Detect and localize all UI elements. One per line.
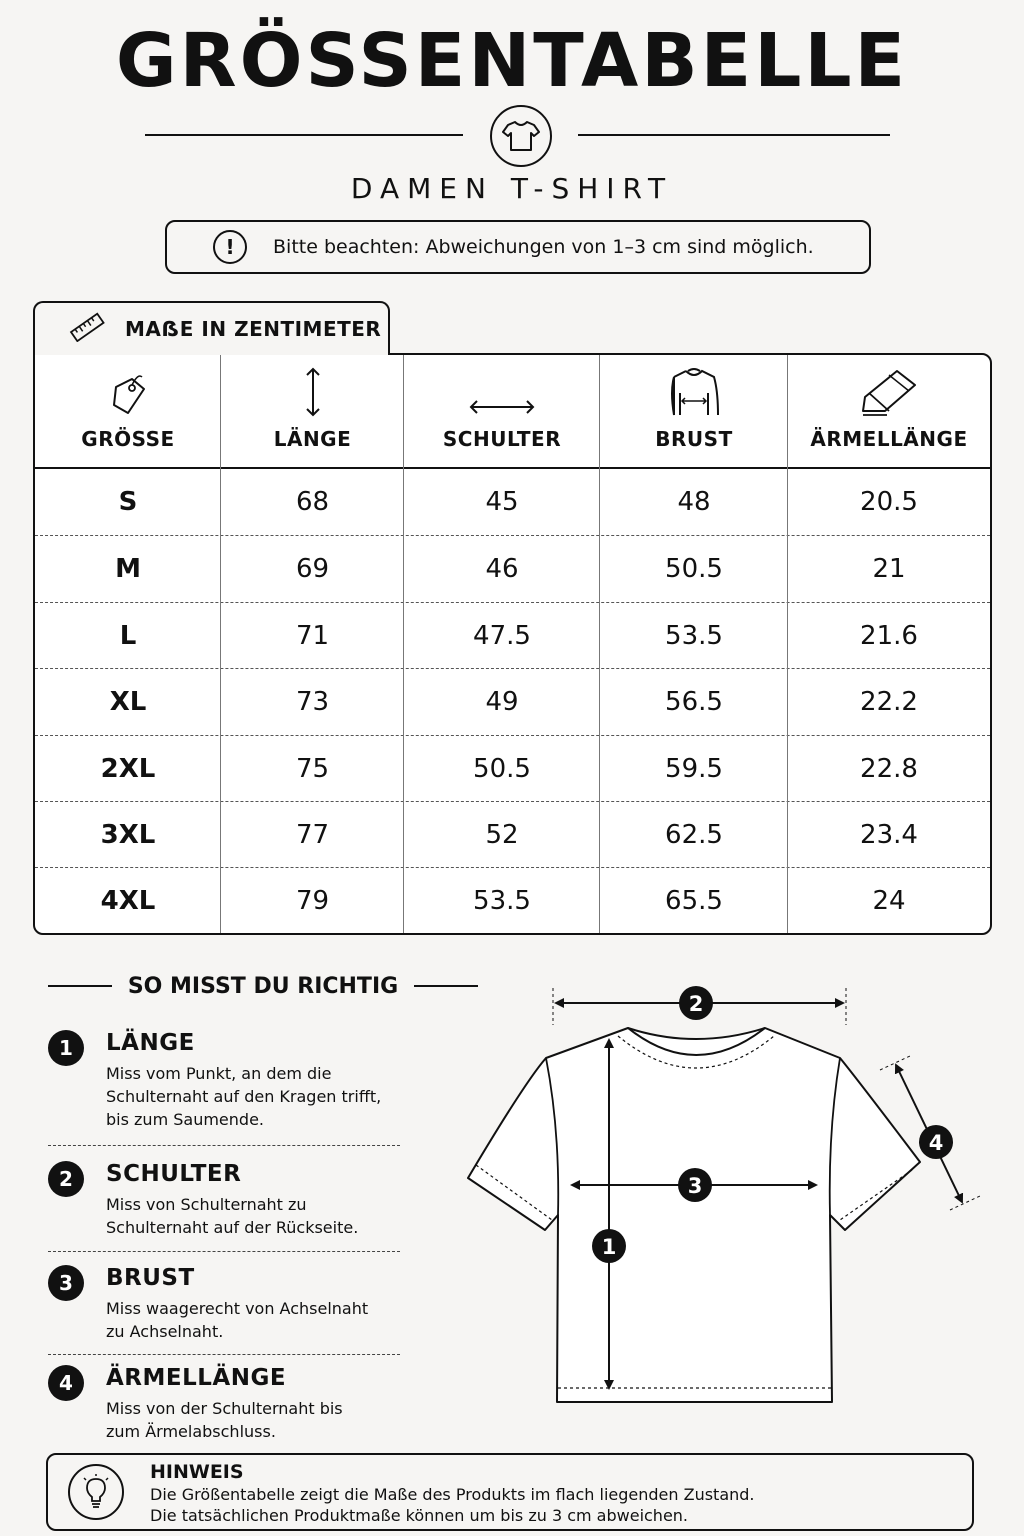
cell-length: 77 bbox=[295, 820, 330, 850]
step-line: bis zum Saumende. bbox=[106, 1110, 264, 1129]
cell-chest: 48 bbox=[677, 487, 711, 517]
tshirt-measurement-diagram bbox=[440, 975, 1010, 1415]
cell-length: 69 bbox=[295, 554, 330, 585]
step-number: 4 bbox=[48, 1365, 84, 1401]
table-header bbox=[35, 355, 990, 469]
page-title: GRÖSSENTABELLE bbox=[115, 18, 909, 104]
step-divider bbox=[48, 1145, 400, 1146]
lightbulb-icon bbox=[68, 1464, 124, 1520]
step-description bbox=[106, 1397, 406, 1443]
vertical-arrow-icon bbox=[303, 355, 323, 417]
step-name: LÄNGE bbox=[106, 1030, 195, 1056]
horizontal-arrow-icon bbox=[469, 355, 535, 417]
step-name: SCHULTER bbox=[106, 1161, 242, 1187]
cell-length: 79 bbox=[295, 886, 330, 917]
cell-sleeve: 23.4 bbox=[860, 820, 918, 850]
cell-size: 4XL bbox=[100, 886, 156, 917]
column-divider bbox=[220, 355, 221, 933]
step-description bbox=[106, 1193, 406, 1239]
marker-label: 3 bbox=[687, 1174, 703, 1198]
tshirt-outline bbox=[468, 1028, 920, 1402]
step-description bbox=[106, 1297, 406, 1343]
cell-sleeve: 20.5 bbox=[860, 487, 918, 517]
column-header-shoulder bbox=[404, 355, 600, 467]
cell-size: XL bbox=[109, 687, 147, 718]
step-line: zum Ärmelabschluss. bbox=[106, 1422, 276, 1441]
cell-chest: 53.5 bbox=[665, 620, 723, 651]
tshirt-icon bbox=[490, 105, 552, 167]
howto-heading bbox=[48, 968, 478, 1004]
column-label: SCHULTER bbox=[442, 427, 562, 451]
cell-length: 68 bbox=[295, 487, 330, 517]
column-label: LÄNGE bbox=[273, 427, 352, 451]
cell-size: 2XL bbox=[100, 753, 156, 784]
table-row bbox=[35, 735, 990, 801]
table-row bbox=[35, 801, 990, 867]
cell-length: 75 bbox=[295, 753, 330, 784]
marker-2 bbox=[679, 986, 713, 1020]
column-header-size bbox=[35, 355, 221, 467]
hint-text: Die tatsächlichen Produktmaße können um bis zu 3 cm abweichen. bbox=[150, 1506, 689, 1525]
column-divider bbox=[403, 355, 404, 933]
cell-sleeve: 22.2 bbox=[860, 687, 918, 718]
notice-box bbox=[165, 220, 871, 274]
cell-chest: 59.5 bbox=[665, 753, 723, 784]
step-length bbox=[48, 1030, 400, 1135]
table-row bbox=[35, 668, 990, 734]
marker-1 bbox=[592, 1229, 626, 1263]
cell-shoulder: 53.5 bbox=[473, 886, 531, 917]
cell-length: 73 bbox=[295, 687, 330, 718]
heading-rule bbox=[48, 985, 112, 987]
table-tab-label: MAẞE IN ZENTIMETER bbox=[125, 317, 382, 341]
step-line: Miss vom Punkt, an dem die bbox=[106, 1064, 332, 1083]
table-row bbox=[35, 469, 990, 535]
cell-chest: 65.5 bbox=[665, 886, 723, 917]
step-shoulder bbox=[48, 1161, 400, 1241]
cell-shoulder: 46 bbox=[485, 554, 519, 585]
torso-icon bbox=[666, 355, 722, 417]
column-header-sleeve bbox=[788, 355, 990, 467]
step-name: BRUST bbox=[106, 1265, 195, 1291]
tag-icon bbox=[108, 355, 148, 417]
step-number: 3 bbox=[48, 1265, 84, 1301]
sleeve-icon bbox=[859, 355, 919, 417]
cell-size: L bbox=[119, 620, 137, 651]
hint-text: Die Größentabelle zeigt die Maße des Produkts im flach liegenden Zustand. bbox=[150, 1485, 755, 1504]
hint-title: HINWEIS bbox=[150, 1461, 244, 1483]
cell-shoulder: 52 bbox=[485, 820, 519, 850]
table-tab bbox=[33, 301, 390, 355]
column-label: ÄRMELLÄNGE bbox=[810, 427, 968, 451]
step-line: Miss waagerecht von Achselnaht bbox=[106, 1299, 369, 1318]
step-name: ÄRMELLÄNGE bbox=[106, 1365, 287, 1391]
cell-chest: 56.5 bbox=[665, 687, 723, 718]
hint-box bbox=[46, 1453, 974, 1531]
step-line: Schulternaht auf den Kragen trifft, bbox=[106, 1087, 382, 1106]
column-label: BRUST bbox=[655, 427, 733, 451]
notice-text: Bitte beachten: Abweichungen von 1–3 cm sind möglich. bbox=[273, 236, 814, 258]
step-chest bbox=[48, 1265, 400, 1345]
step-line: zu Achselnaht. bbox=[106, 1322, 224, 1341]
table-row bbox=[35, 867, 990, 933]
cell-sleeve: 24 bbox=[872, 886, 906, 917]
step-number: 2 bbox=[48, 1161, 84, 1197]
marker-3 bbox=[678, 1168, 712, 1202]
cell-chest: 62.5 bbox=[665, 820, 723, 850]
step-line: Miss von Schulternaht zu bbox=[106, 1195, 307, 1214]
title-divider-right bbox=[578, 134, 890, 136]
cell-size: M bbox=[115, 554, 141, 585]
step-divider bbox=[48, 1251, 400, 1252]
column-header-length bbox=[221, 355, 404, 467]
step-description bbox=[106, 1062, 406, 1131]
step-line: Miss von der Schulternaht bis bbox=[106, 1399, 343, 1418]
cell-size: S bbox=[118, 487, 138, 517]
marker-label: 1 bbox=[601, 1235, 617, 1259]
cell-length: 71 bbox=[295, 620, 330, 651]
step-number: 1 bbox=[48, 1030, 84, 1066]
step-sleeve bbox=[48, 1365, 400, 1445]
cell-sleeve: 21 bbox=[872, 554, 906, 585]
cell-shoulder: 47.5 bbox=[473, 620, 531, 651]
cell-sleeve: 21.6 bbox=[860, 620, 918, 651]
cell-shoulder: 49 bbox=[485, 687, 519, 718]
ruler-icon bbox=[69, 312, 105, 346]
page-subtitle: DAMEN T-SHIRT bbox=[350, 172, 674, 205]
table-row bbox=[35, 535, 990, 601]
size-table bbox=[33, 353, 992, 935]
marker-label: 2 bbox=[688, 992, 704, 1016]
title-divider-left bbox=[145, 134, 463, 136]
column-header-chest bbox=[600, 355, 788, 467]
column-divider bbox=[787, 355, 788, 933]
cell-size: 3XL bbox=[100, 820, 156, 850]
column-label: GRÖSSE bbox=[81, 427, 175, 451]
column-divider bbox=[599, 355, 600, 933]
cell-chest: 50.5 bbox=[665, 554, 723, 585]
exclamation-icon: ! bbox=[213, 230, 247, 264]
cell-shoulder: 50.5 bbox=[473, 753, 531, 784]
step-divider bbox=[48, 1354, 400, 1355]
table-row bbox=[35, 602, 990, 668]
marker-4 bbox=[919, 1125, 953, 1159]
cell-shoulder: 45 bbox=[485, 487, 519, 517]
cell-sleeve: 22.8 bbox=[860, 753, 918, 784]
howto-heading-text: SO MISST DU RICHTIG bbox=[127, 973, 399, 999]
step-line: Schulternaht auf der Rückseite. bbox=[106, 1218, 359, 1237]
marker-label: 4 bbox=[928, 1131, 944, 1155]
